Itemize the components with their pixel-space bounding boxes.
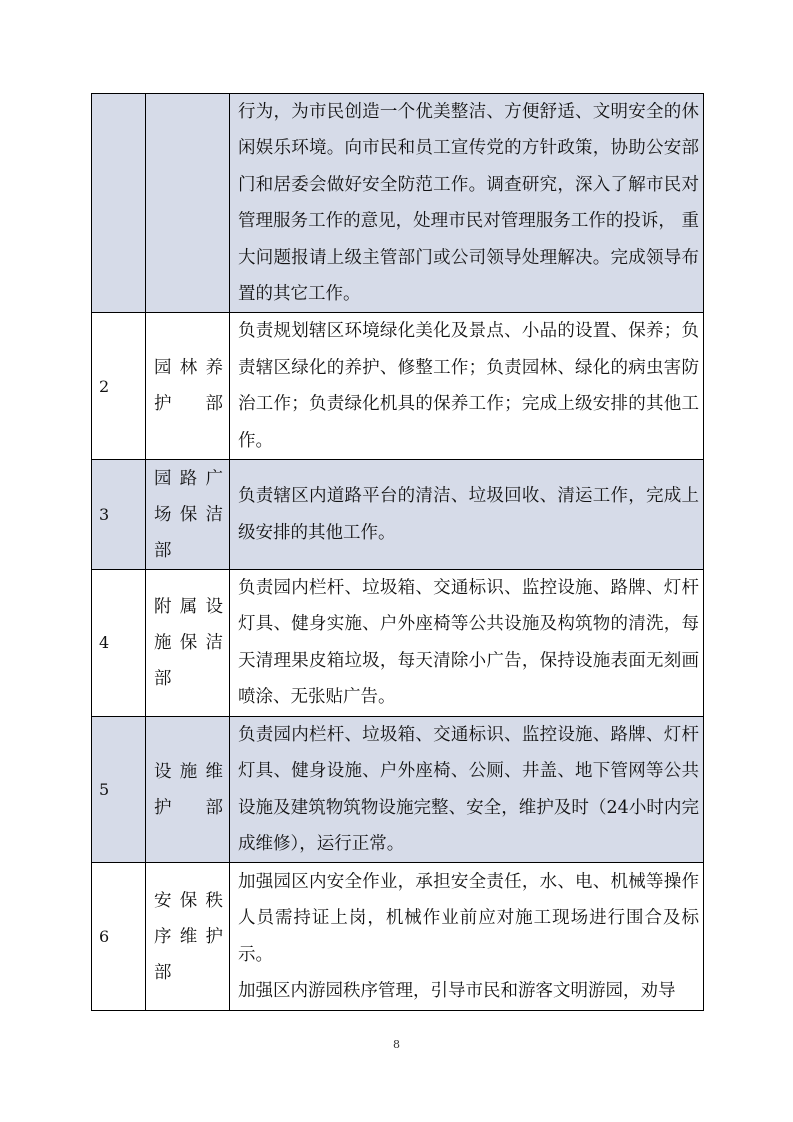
row-number: 3 (92, 460, 146, 570)
department-name: 设施维护部 (146, 716, 230, 863)
table-row (92, 863, 704, 1011)
duty-description (230, 570, 704, 717)
department-name: 附属设施保洁部 (146, 570, 230, 717)
table-row (92, 460, 704, 570)
duty-description (230, 94, 704, 313)
description-paragraph: 负责规划辖区环境绿化美化及景点、小品的设置、保养；负责辖区绿化的养护、修整工作；负责园林、绿化的病虫害防治工作；负责绿化机具的保养工作；完成上级安排的其他工作。 (238, 321, 699, 451)
description-paragraph: 负责园内栏杆、垃圾箱、交通标识、监控设施、路牌、灯杆灯具、健身实施、户外座椅等公共设施及构筑物的清洗，每天清理果皮箱垃圾，每天清除小广告，保持设施表面无刻画喷涂、无张贴广告。 (238, 578, 699, 708)
duty-table (91, 93, 704, 1011)
table-row (92, 313, 704, 460)
department-name: 园路广场保洁部 (146, 460, 230, 570)
table-row (92, 716, 704, 863)
duty-description (230, 313, 704, 460)
table-row (92, 570, 704, 717)
table-row (92, 94, 704, 313)
row-number (92, 94, 146, 313)
description-paragraph: 负责园内栏杆、垃圾箱、交通标识、监控设施、路牌、灯杆灯具、健身设施、户外座椅、公厕、井盖、地下管网等公共设施及建筑物筑物设施完整、安全，维护及时（24小时内完成维修），运行正常。 (238, 724, 699, 854)
duty-description (230, 716, 704, 863)
department-name (146, 94, 230, 313)
department-name: 园林养护部 (146, 313, 230, 460)
description-paragraph: 加强园区内安全作业，承担安全责任，水、电、机械等操作人员需持证上岗，机械作业前应对施工现场进行围合及标示。 (238, 872, 699, 965)
description-paragraph: 行为，为市民创造一个优美整洁、方便舒适、文明安全的休闲娱乐环境。向市民和员工宣传党的方针政策，协助公安部门和居委会做好安全防范工作。调查研究，深入了解市民对管理服务工作的意见，处理市民对管理服务工作的投诉， 重大问题报请上级主管部门或公司领导处理解决。完成领导布置的其它工作。 (238, 102, 699, 305)
page-number: 8 (393, 1038, 400, 1051)
row-number: 4 (92, 570, 146, 717)
description-paragraph: 加强区内游园秩序管理，引导市民和游客文明游园，劝导 (238, 981, 676, 1002)
row-number: 5 (92, 716, 146, 863)
duty-description (230, 863, 704, 1011)
department-name: 安保秩序维护部 (146, 863, 230, 1011)
row-number: 2 (92, 313, 146, 460)
description-paragraph: 负责辖区内道路平台的清洁、垃圾回收、清运工作，完成上级安排的其他工作。 (238, 486, 699, 543)
row-number: 6 (92, 863, 146, 1011)
duty-description (230, 460, 704, 570)
